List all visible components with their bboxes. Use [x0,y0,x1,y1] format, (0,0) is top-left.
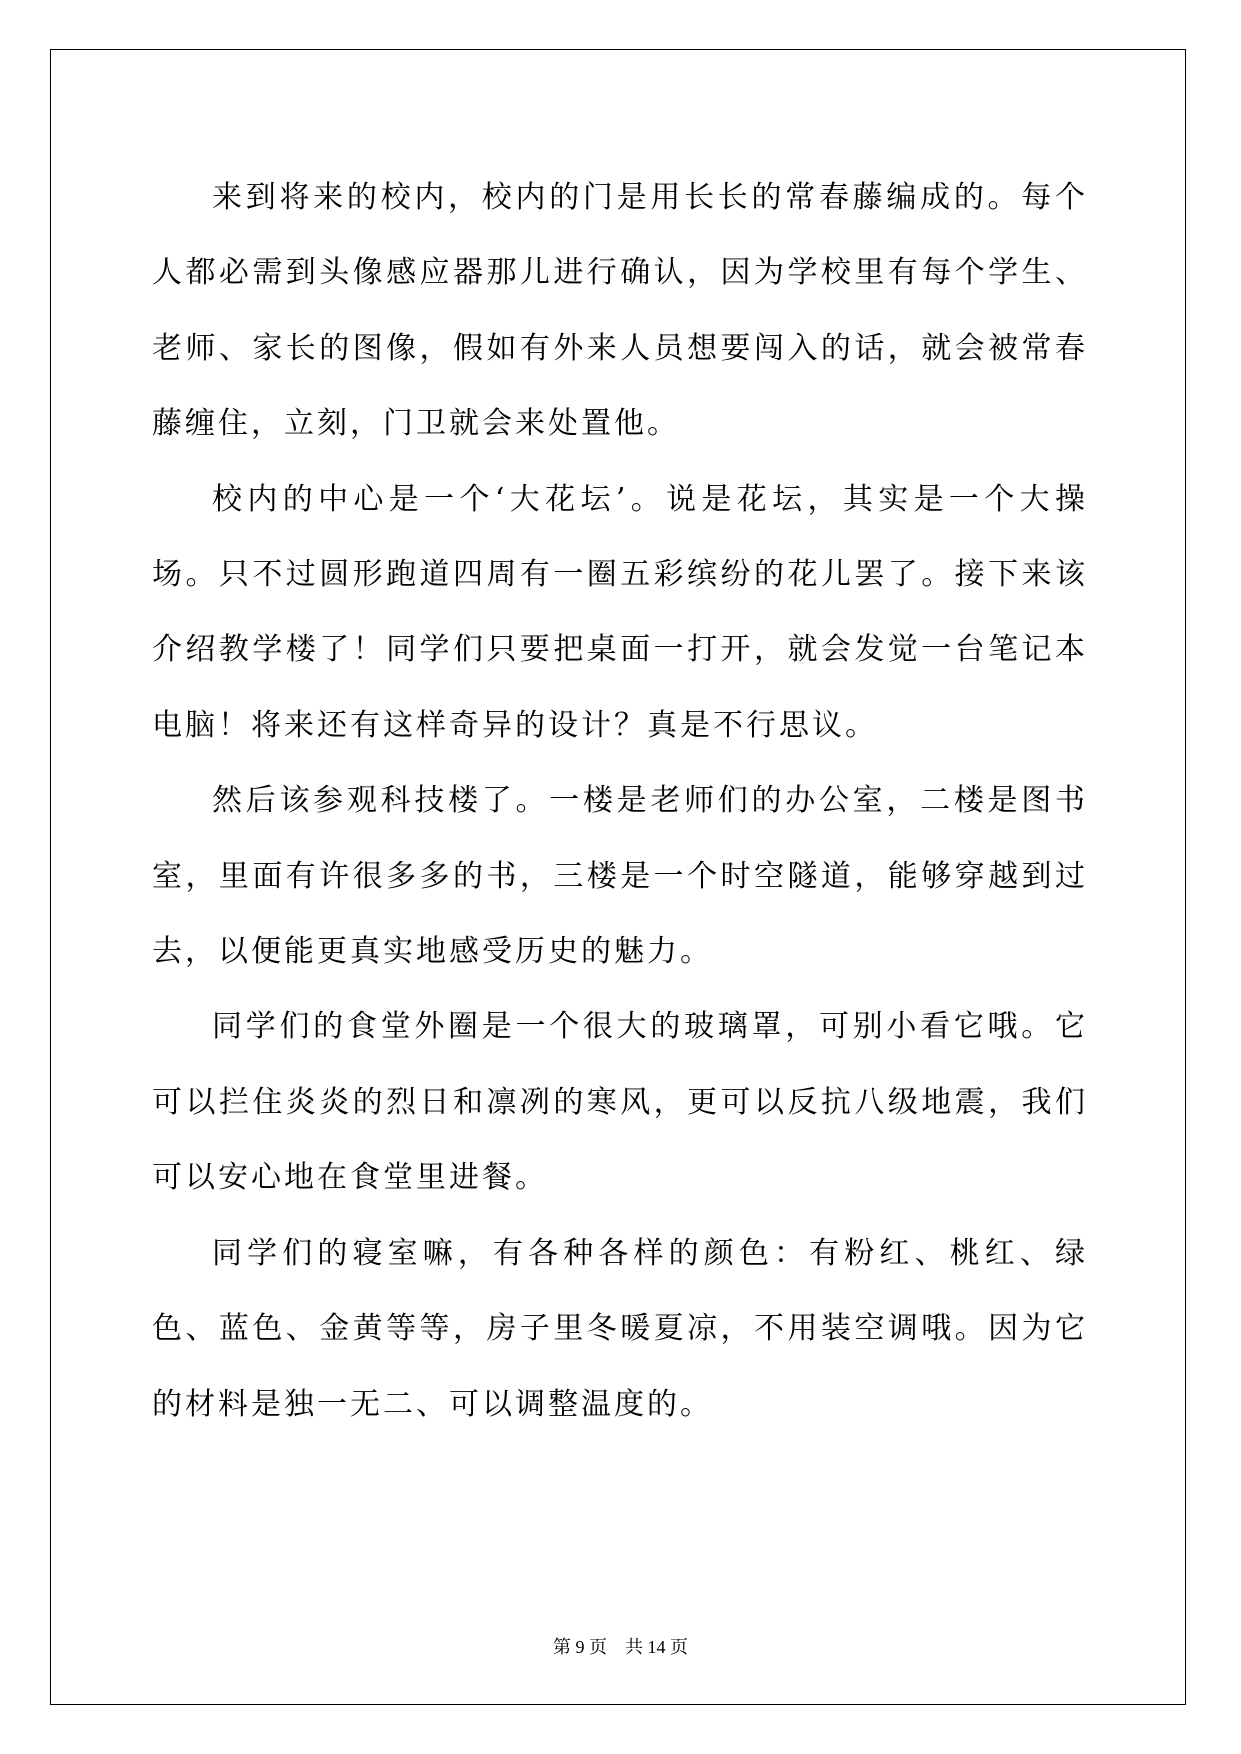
document-body [152,160,1088,1442]
paragraph: 同学们的食堂外圈是一个很大的玻璃罩，可别小看它哦。它可以拦住炎炎的烈日和凛冽的寒风，更可以反抗八级地震，我们可以安心地在食堂里进餐。 [152,1009,1088,1196]
page-number-footer: 第 9 页 共 14 页 [553,1637,688,1657]
paragraph: 然后该参观科技楼了。一楼是老师们的办公室，二楼是图书室，里面有许很多多的书，三楼是一个时空隧道，能够穿越到过去，以便能更真实地感受历史的魅力。 [152,783,1088,970]
paragraph: 来到将来的校内，校内的门是用长长的常春藤编成的。每个人都必需到头像感应器那儿进行确认，因为学校里有每个学生、老师、家长的图像，假如有外来人员想要闯入的话，就会被常春藤缠住，立刻，门卫就会来处置他。 [152,180,1088,442]
paragraph: 校内的中心是一个‘大花坛’。说是花坛，其实是一个大操场。只不过圆形跑道四周有一圈五彩缤纷的花儿罢了。接下来该介绍教学楼了！同学们只要把桌面一打开，就会发觉一台笔记本电脑！将来还有这样奇异的设计？真是不行思议。 [152,481,1088,743]
paragraph: 同学们的寝室嘛，有各种各样的颜色：有粉红、桃红、绿色、蓝色、金黄等等，房子里冬暖夏凉，不用装空调哦。因为它的材料是独一无二、可以调整温度的。 [152,1235,1088,1422]
